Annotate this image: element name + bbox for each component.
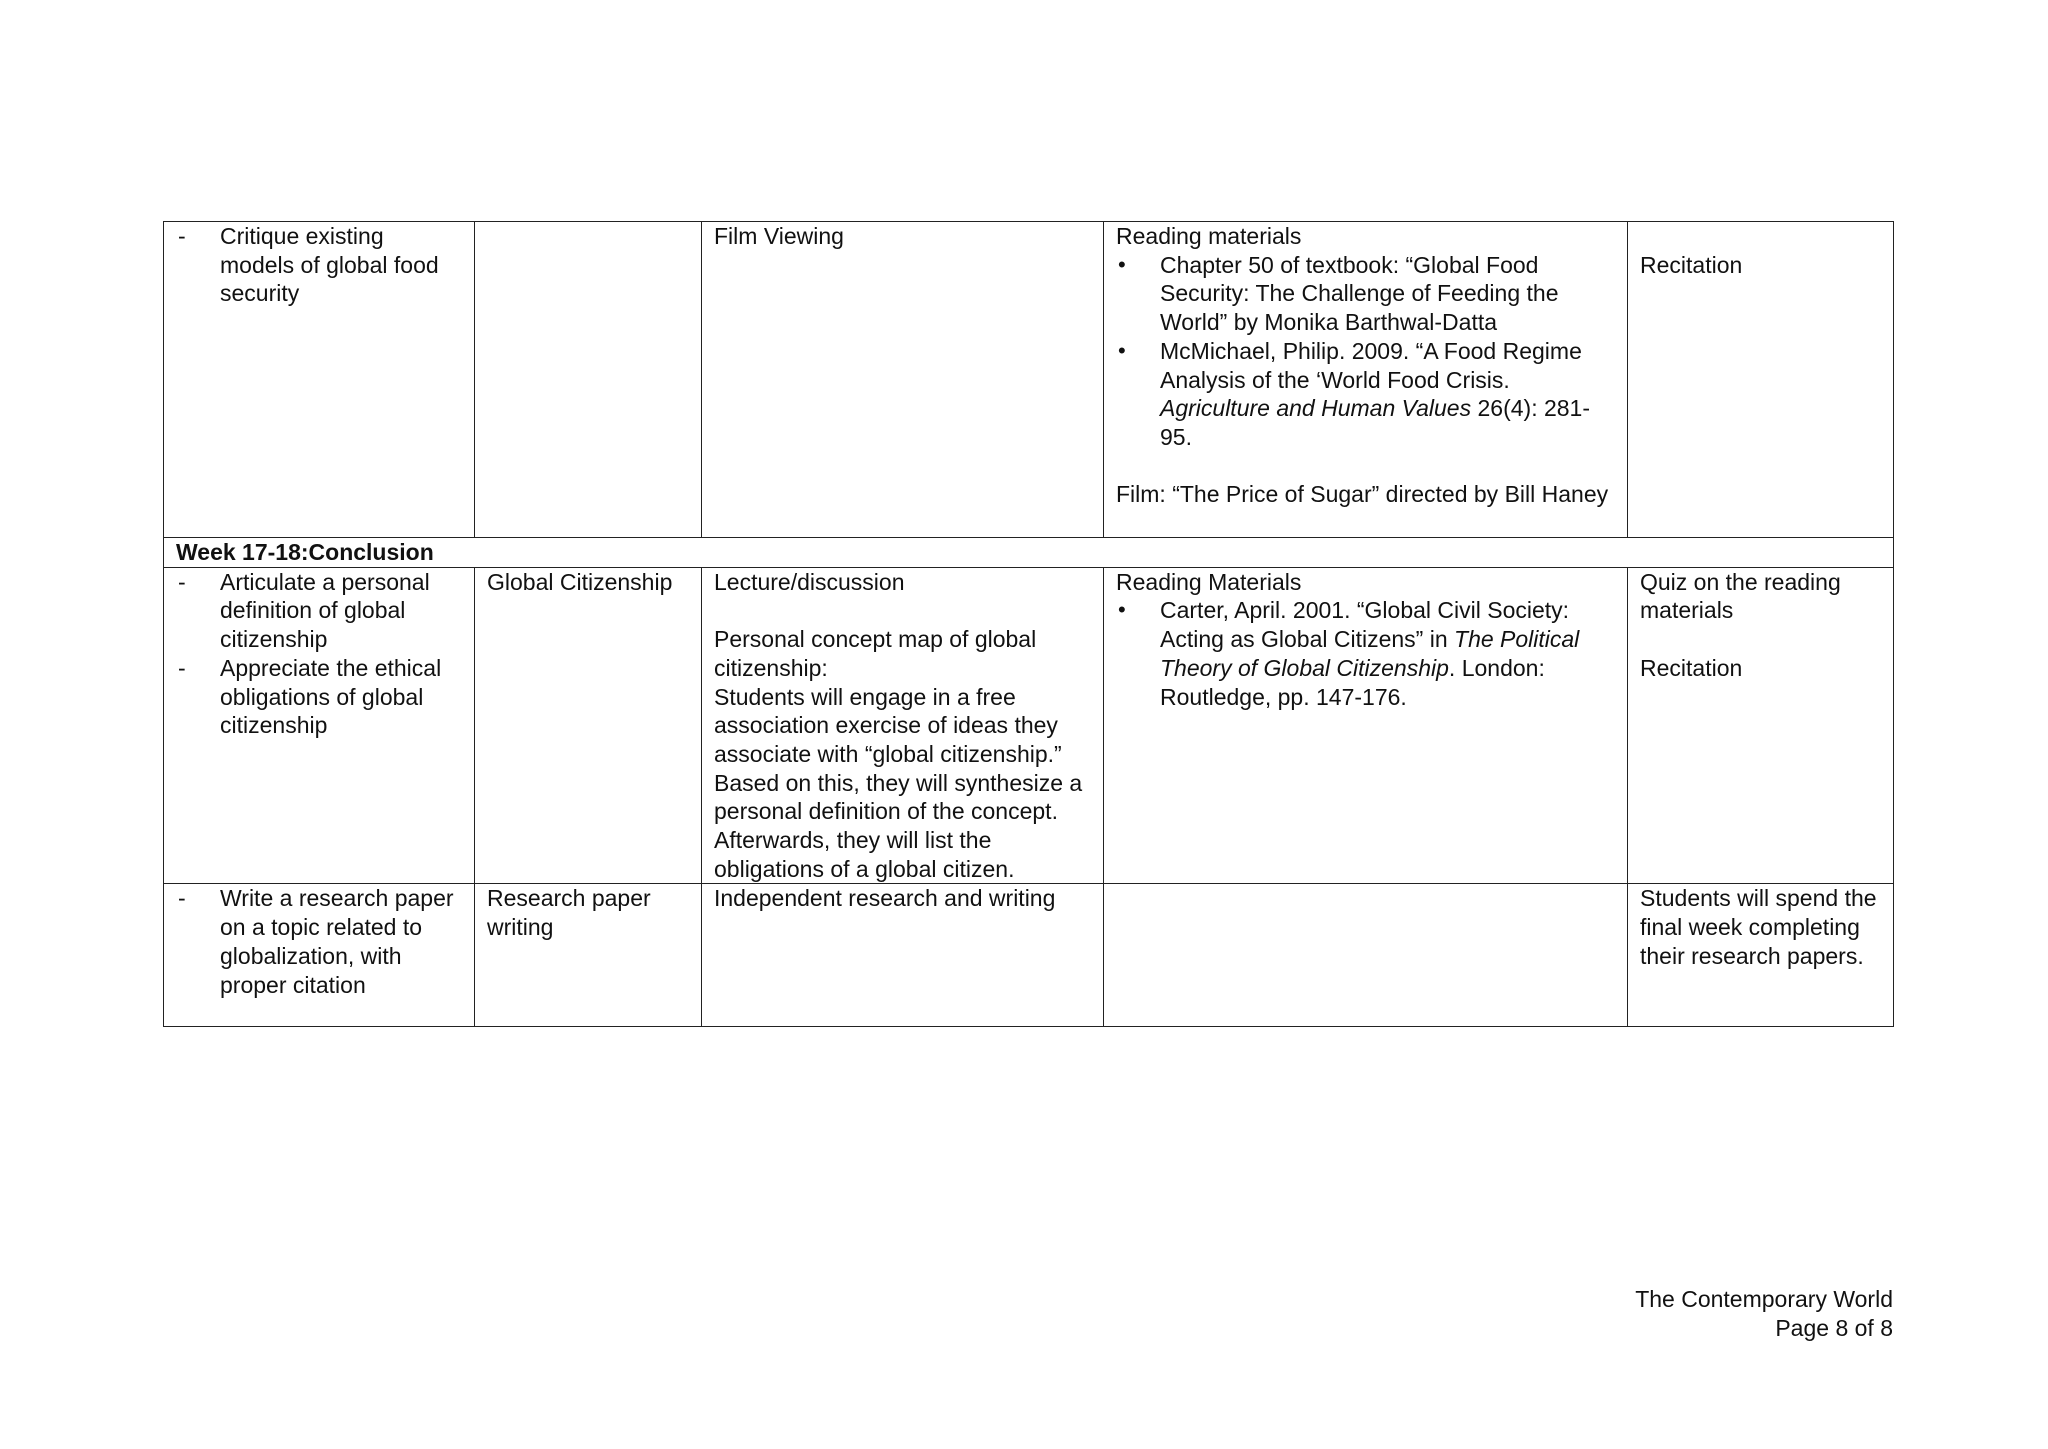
document-title: The Contemporary World — [1635, 1286, 1893, 1312]
assessment-text: Quiz on the reading materials — [1640, 568, 1841, 624]
list-item — [1116, 337, 1615, 452]
table-row — [164, 222, 1894, 538]
reference-text: McMichael, Philip. 2009. “A Food Regime Analysis of the ‘World Food Crisis. — [1160, 337, 1582, 393]
assessment-text: Students will spend the final week completing their research papers. — [1640, 885, 1877, 969]
activity-cell — [702, 222, 1104, 538]
journal-title: Agriculture and Human Values — [1160, 395, 1472, 422]
reference-text: Chapter 50 of textbook: “Global Food Security: The Challenge of Feeding the World” by Monika Barthwal-Datta — [1160, 251, 1559, 336]
film-reference: Film: “The Price of Sugar” directed by Bill Haney — [1116, 481, 1609, 508]
assessment-text: Recitation — [1640, 251, 1743, 278]
outcome-cell — [164, 884, 475, 1027]
reference-text: 26(4): 281-95. — [1160, 395, 1591, 450]
week-row — [164, 538, 1894, 568]
topic-cell — [475, 222, 702, 538]
bullet-marker: • — [1118, 337, 1126, 363]
materials-cell — [1104, 222, 1628, 538]
activity-cell — [702, 567, 1104, 884]
outcome-cell — [164, 222, 475, 538]
activity-text: Independent research and writing — [714, 885, 1056, 912]
dash-marker: - — [178, 568, 186, 595]
assessment-text: Recitation — [1640, 654, 1743, 681]
outcome-text: Write a research paper on a topic related to globalization, with proper citation — [220, 885, 454, 998]
outcome-text: Appreciate the ethical obligations of global citizenship — [220, 654, 442, 739]
outcome-text: Critique existing models of global food security — [220, 223, 439, 307]
list-item — [1116, 596, 1615, 711]
assessment-cell — [1628, 222, 1894, 538]
list-item — [176, 568, 462, 654]
activity-cell — [702, 884, 1104, 1027]
syllabus-table — [163, 221, 1894, 1027]
materials-heading: Reading Materials — [1116, 568, 1302, 595]
list-item — [176, 884, 462, 999]
topic-cell — [475, 567, 702, 884]
table-row — [164, 567, 1894, 884]
activity-body: Personal concept map of global citizenship: — [714, 626, 1037, 681]
list-item — [176, 222, 462, 308]
topic-cell — [475, 884, 702, 1027]
list-item — [1116, 251, 1615, 337]
outcome-text: Articulate a personal definition of global citizenship — [220, 568, 430, 653]
activity-detail: Students will engage in a free association exercise of ideas they associate with “global citizenship.” Based on this, they will synthesize a personal definition of the concept. Afterwards, they will list the obligations of a global citizen. — [714, 683, 1083, 882]
page-footer — [1635, 1285, 1893, 1343]
materials-cell — [1104, 567, 1628, 884]
topic-text: Research paper writing — [487, 885, 651, 941]
outcome-cell — [164, 567, 475, 884]
activity-title: Lecture/discussion — [714, 568, 905, 595]
topic-text: Global Citizenship — [487, 568, 673, 595]
dash-marker: - — [178, 885, 186, 912]
reference-text: . London: Routledge, pp. 147-176. — [1160, 654, 1545, 710]
bullet-marker: • — [1118, 251, 1126, 277]
dash-marker: - — [178, 223, 186, 249]
week-header: Week 17-18:Conclusion — [164, 538, 1894, 568]
materials-cell — [1104, 884, 1628, 1027]
table-row — [164, 884, 1894, 1027]
list-item — [176, 654, 462, 740]
materials-heading: Reading materials — [1116, 223, 1302, 249]
reference-text: Carter, April. 2001. “Global Civil Society: Acting as Global Citizens” in — [1160, 597, 1570, 653]
assessment-cell — [1628, 884, 1894, 1027]
book-title: The Political Theory of Global Citizenship — [1160, 626, 1580, 681]
page-number: Page 8 of 8 — [1775, 1315, 1893, 1341]
bullet-marker: • — [1118, 597, 1126, 623]
activity-text: Film Viewing — [714, 223, 844, 249]
assessment-cell — [1628, 567, 1894, 884]
dash-marker: - — [178, 654, 186, 681]
